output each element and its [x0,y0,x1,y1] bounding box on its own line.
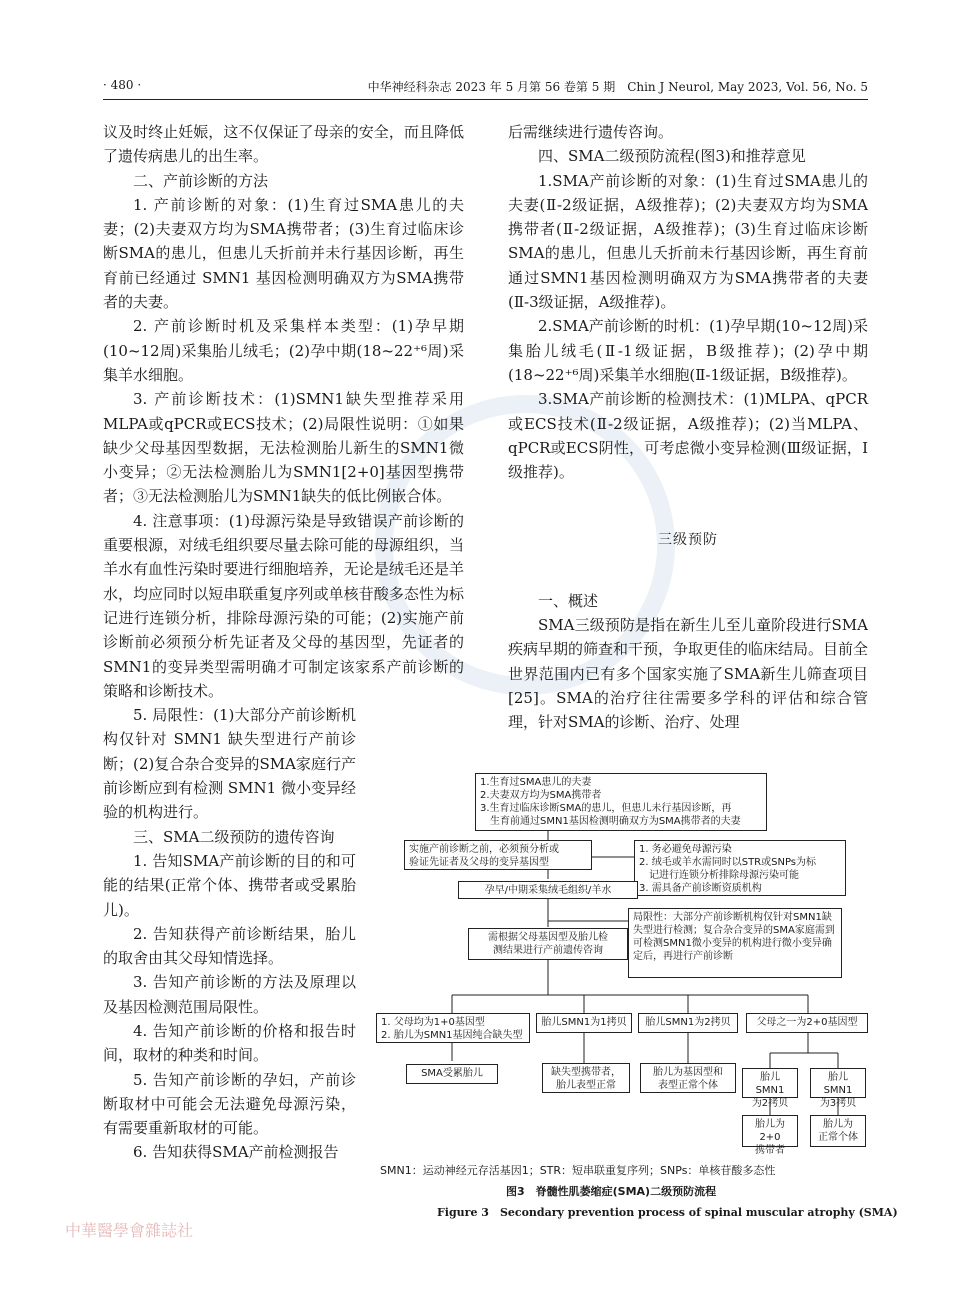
flow-outcome-2copies: 胎儿SMN1 为2拷贝 [742,1068,798,1098]
section-heading: 二、产前诊断的方法 [133,171,269,190]
paragraph: 4. 注意事项：(1)母源污染是导致错误产前诊断的重要根源，对绒毛组织要尽量去除可能的母源组织，当羊水有血性污染时要进行细胞培养，无论是绒毛还是羊水，均应同时以短串联重复序列或单核苷酸多态性为标记进行连锁分析，排除母源污染的可能；(2)实施产前诊断前必须预分析先证者及父母的基因型，先证者的SMN1的变异类型需明确才可制定该家系产前诊断的策略和诊断技术。 [103,511,464,700]
paragraph: 3.SMA产前诊断的检测技术：(1)MLPA、qPCR或ECS技术(Ⅱ-2级证据，A级推荐)；(2)当MLPA、qPCR或ECS阴性，可考虑微小变异检测(Ⅲ级证据，Ⅰ级推荐)。 [508,390,868,482]
flow-box-target: 1.生育过SMA患儿的夫妻 2.夫妻双方均为SMA携带者 3.生育过临床诊断SMA的患儿，但患儿未行基因诊断，再 生育前通过SMN1基因检测明确双方为SMA携带者的夫妻 [475,773,767,831]
section-heading: 三、SMA二级预防的遗传咨询 [133,827,335,846]
figure-abbreviations: SMN1：运动神经元存活基因1；STR：短串联重复序列；SNPs：单核苷酸多态性 [380,1164,776,1177]
paragraph: 2. 产前诊断时机及采集样本类型：(1)孕早期(10~12周)采集胎儿绒毛；(2)孕中期(18~22⁺⁶周)采集羊水细胞。 [103,317,464,384]
paragraph: 1. 产前诊断的对象：(1)生育过SMA患儿的夫妻；(2)夫妻双方均为SMA携带者；(3)生育过临床诊断SMA的患儿，但患儿夭折前并未行基因诊断，再生育前已经通过 SMN1 基因检测明确双方为SMA携带者的夫妻。 [103,195,464,312]
flow-outcome-2plus0-carrier: 胎儿为2+0 携带者 [742,1115,798,1147]
paragraph: 2. 告知获得产前诊断结果，胎儿的取舍由其父母知情选择。 [103,924,356,968]
flow-outcome-normal: 胎儿为基因型和 表型正常个体 [640,1063,736,1093]
header-rule [103,99,868,100]
section-title: 三级预防 [658,532,718,549]
flow-box-preanalysis: 实施产前诊断之前，必须预分析或 验证先证者及父母的变异基因型 [404,840,592,870]
paragraph: 6. 告知获得SMA产前检测报告 [133,1143,339,1162]
flow-outcome-3copies: 胎儿SMN1 为3拷贝 [810,1068,866,1098]
figure-caption-en: Figure 3 Secondary prevention process of spinal muscular atrophy (SMA) [437,1206,898,1219]
paragraph: 后需继续进行遗传咨询。 [508,123,674,141]
flow-box-precautions: 1. 务必避免母源污染 2. 绒毛或羊水需同时以STR或SNPs为标 记进行连锁分析排除母源污染可能 3. 需具备产前诊断资质机构 [634,840,846,896]
page-number: · 480 · [103,78,142,92]
section-heading: 四、SMA二级预防流程(图3)和推荐意见 [538,147,806,166]
journal-header: 中华神经科杂志 2023 年 5 月第 56 卷第 5 期 Chin J Neurol, May 2023, Vol. 56, No. 5 [367,80,868,94]
flow-box-counseling: 需根据父母基因型及胎儿检 测结果进行产前遗传咨询 [468,928,628,960]
flow-outcome-carrier: 缺失型携带者， 胎儿表型正常 [542,1063,630,1093]
publisher-watermark: 中華醫學會雜誌社 [65,1221,194,1240]
paragraph: SMA三级预防是指在新生儿至儿童阶段进行SMA疾病早期的筛查和干预，争取更佳的临床结局。目前全世界范围内已有多个国家实施了SMA新生儿筛查项目[25]。SMA的治疗往往需要多学科的评估和综合管理，针对SMA的诊断、治疗、处理 [508,616,869,732]
paragraph: 4. 告知产前诊断的价格和报告时间，取材的种类和时间。 [103,1021,356,1065]
paragraph: 5. 局限性：(1)大部分产前诊断机构仅针对 SMN1 缺失型进行产前诊断；(2)复合杂合变异的SMA家庭行产前诊断应到有检测 SMN1 微小变异经验的机构进行。 [103,706,356,822]
flow-box-branch-3: 胎儿SMN1为2拷贝 [638,1013,738,1033]
paragraph: 议及时终止妊娠，这不仅保证了母亲的安全，而且降低了遗传病患儿的出生率。 [103,123,464,166]
section-heading: 一、概述 [538,591,599,610]
paragraph: 3. 产前诊断技术：(1)SMN1缺失型推荐采用MLPA或qPCR或ECS技术；(2)局限性说明：①如果缺少父母基因型数据，无法检测胎儿新生的SMN1微小变异；②无法检测胎儿为SMN1[2+0]基因型携带者；③无法检测胎儿为SMN1缺失的低比例嵌合体。 [103,390,464,506]
flow-box-branch-1: 1. 父母均为1+0基因型 2. 胎儿为SMN1基因纯合缺失型 [376,1013,530,1043]
paragraph: 2.SMA产前诊断的时机：(1)孕早期(10~12周)采集胎儿绒毛(Ⅱ-1级证据，B级推荐)；(2)孕中期(18~22⁺⁶周)采集羊水细胞(Ⅱ-1级证据，B级推荐)。 [508,317,868,384]
flow-box-branch-4: 父母之一为2+0基因型 [746,1013,868,1033]
paragraph: 5. 告知产前诊断的孕妇，产前诊断取材中可能会无法避免母源污染，有需要重新取材的可能。 [103,1070,356,1138]
flow-outcome-affected: SMA受累胎儿 [406,1064,498,1084]
paragraph: 1. 告知SMA产前诊断的目的和可能的结果(正常个体、携带者或受累胎儿)。 [103,851,356,919]
flow-box-branch-2: 胎儿SMN1为1拷贝 [536,1013,632,1033]
flowchart [372,773,870,1158]
flow-box-sampling: 孕早/中期采集绒毛组织/羊水 [458,881,638,899]
flow-outcome-normal-individual: 胎儿为 正常个体 [810,1115,866,1147]
paragraph: 3. 告知产前诊断的方法及原理以及基因检测范围局限性。 [103,973,356,1016]
figure-caption-zh: 图3 脊髓性肌萎缩症(SMA)二级预防流程 [506,1185,717,1198]
paragraph: 1.SMA产前诊断的对象：(1)生育过SMA患儿的夫妻(Ⅱ-2级证据，A级推荐)；(2)夫妻双方均为SMA携带者(Ⅱ-2级证据，A级推荐)；(3)生育过临床诊断SMA的患儿，但患儿夭折前未行基因诊断，再生育前通过SMN1基因检测明确双方为SMA携带者的夫妻(Ⅱ-3级证据，A级推荐)。 [508,171,868,312]
right-column [508,120,868,735]
flow-box-limitation: 局限性：大部分产前诊断机构仅针对SMN1缺失型进行检测；复合杂合变异的SMA家庭需到可检测SMN1微小变异的机构进行微小变异确定后，再进行产前诊断 [628,908,842,978]
